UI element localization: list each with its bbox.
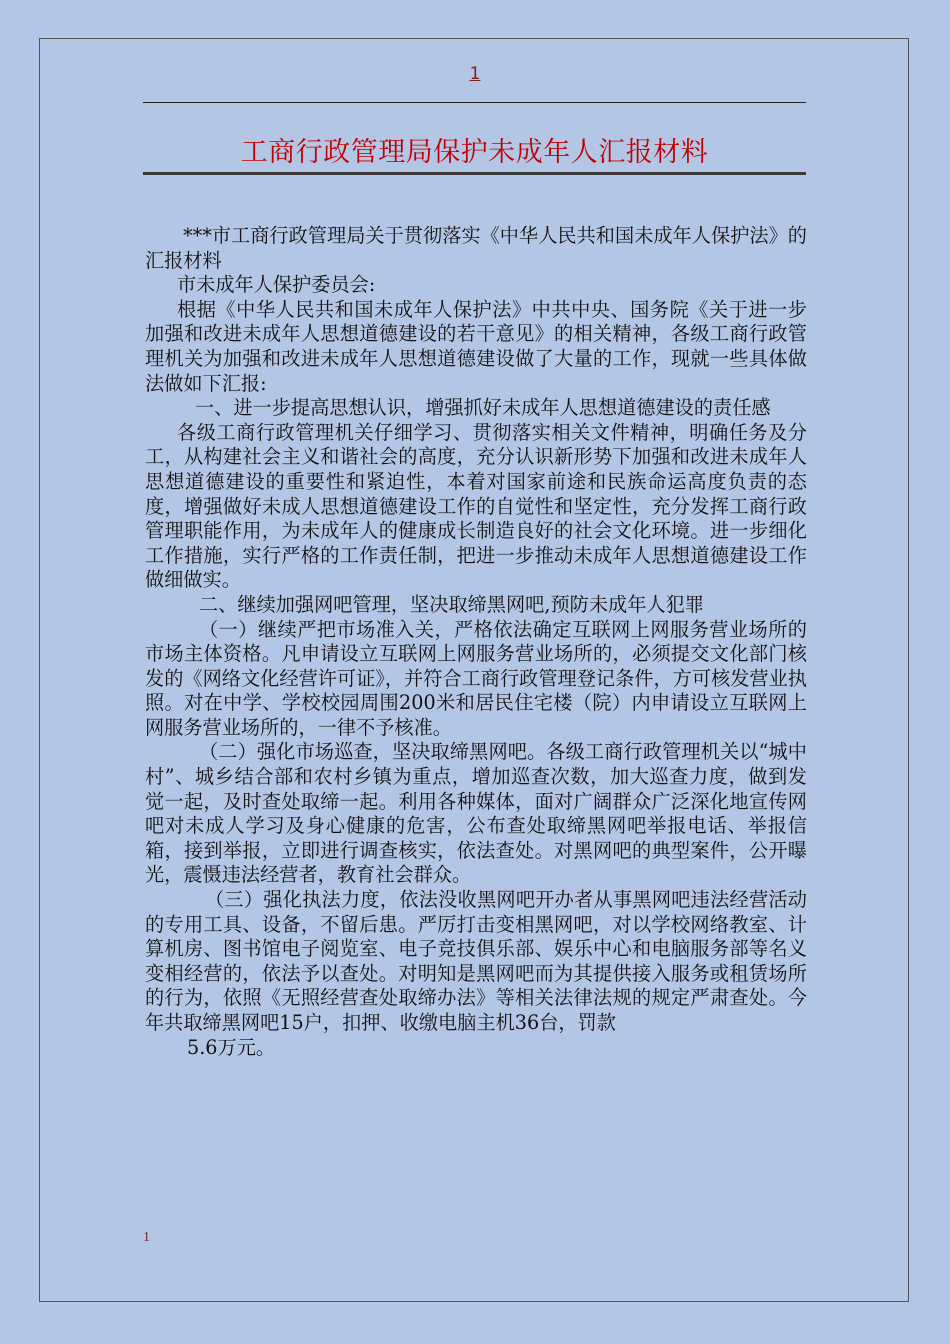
section-heading-1: 一、进一步提高思想认识，增强抓好未成年人思想道德建设的责任感 [195, 396, 771, 420]
footer-page-number: 1 [143, 1230, 150, 1245]
header-page-number: 1 [469, 64, 481, 84]
paragraph-salutation: 市未成年人保护委员会: [177, 273, 376, 297]
document-body [145, 224, 807, 1060]
paragraph-item-1: （一）继续严把市场准入关，严格依法确定互联网上网服务营业场所的市场主体资格。凡申请设立互联网上网服务营业场所的，必须提交文化部门核发的《网络文化经营许可证》，并符合工商行政管理登记条件，方可核发营业执照。对在中学、学校校园周围200米和居民住宅楼（院）内申请设立互联网上网服务营业场所的，一律不予核准。 [145, 617, 807, 739]
title-underline [143, 172, 806, 175]
document-title: 工商行政管理局保护未成年人汇报材料 [240, 137, 709, 168]
paragraph-heading: ***市工商行政管理局关于贯彻落实《中华人民共和国未成年人保护法》的汇报材料 [145, 224, 807, 272]
paragraph-intro: 根据《中华人民共和国未成年人保护法》中共中央、国务院《关于进一步加强和改进未成年人思想道德建设的若干意见》的相关精神，各级工商行政管理机关为加强和改进未成年人思想道德建设做了大量的工作，现就一些具体做法做如下汇报: [145, 297, 807, 395]
paragraph-fine-amount: 5.6万元。 [187, 1035, 276, 1059]
paragraph-item-2: （二）强化市场巡查，坚决取缔黑网吧。各级工商行政管理机关以“城中村”、城乡结合部和农村乡镇为重点，增加巡查次数，加大巡查力度，做到发觉一起，及时查处取缔一起。利用各种媒体，面对广阔群众广泛深化地宣传网吧对未成人学习及身心健康的危害，公布查处取缔黑网吧举报电话、举报信箱，接到举报，立即进行调查核实，依法查处。对黑网吧的典型案件，公开曝光，震慑违法经营者，教育社会群众。 [145, 740, 807, 887]
paragraph-section-1: 各级工商行政管理机关仔细学习、贯彻落实相关文件精神，明确任务及分工，从构建社会主义和谐社会的高度，充分认识新形势下加强和改进未成年人思想道德建设的重要性和紧迫性，本着对国家前途和民族命运高度负责的态度，增强做好未成人思想道德建设工作的自觉性和坚定性，充分发挥工商行政管理职能作用，为未成年人的健康成长制造良好的社会文化环境。进一步细化工作措施，实行严格的工作责任制，把进一步推动未成年人思想道德建设工作做细做实。 [145, 420, 807, 592]
section-heading-2: 二、继续加强网吧管理，坚决取缔黑网吧,预防未成年人犯罪 [199, 592, 704, 616]
header-divider [143, 102, 806, 103]
paragraph-item-3: （三）强化执法力度，依法没收黑网吧开办者从事黑网吧违法经营活动的专用工具、设备，不留后患。严厉打击变相黑网吧，对以学校网络教室、计算机房、图书馆电子阅览室、电子竞技俱乐部、娱乐中心和电脑服务部等名义变相经营的，依法予以查处。对明知是黑网吧而为其提供接入服务或租赁场所的行为，依照《无照经营查处取缔办法》等相关法律法规的规定严肃查处。今年共取缔黑网吧15户，扣押、收缴电脑主机36台，罚款 [145, 888, 807, 1034]
